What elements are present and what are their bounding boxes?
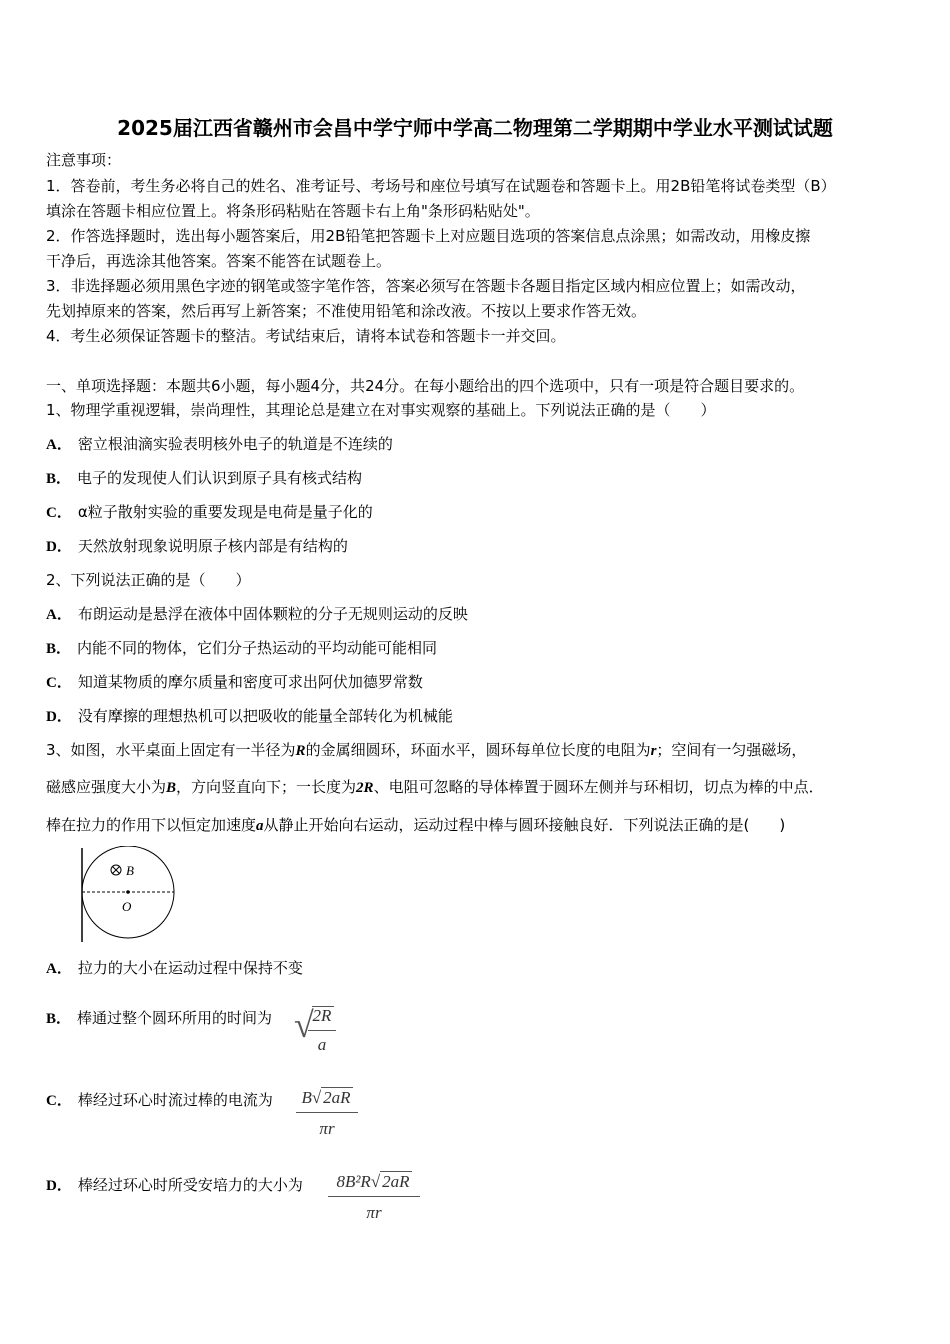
- q3-stem-line2: 磁感应强度大小为B，方向竖直向下；一长度为2R、电阻可忽略的导体棒置于圆环左侧并与环相切，切点为棒的中点．: [46, 778, 824, 796]
- note-line: 先划掉原来的答案，然后再写上新答案；不准使用铅笔和涂改液。不按以上要求作答无效。: [46, 302, 647, 320]
- q2-option-b: B． 内能不同的物体，它们分子热运动的平均动能可能相同: [46, 639, 438, 657]
- center-label: O: [122, 899, 132, 914]
- field-into-page-icon: [111, 865, 121, 875]
- exam-page: 2025届江西省赣州市会昌中学宁师中学高二物理第二学期期中学业水平测试试题 注意事项： 1．答卷前，考生务必将自己的姓名、准考证号、考场号和座位号填写在试题卷和答题卡上。用2B铅笔将试卷类型（B） 填涂在答题卡相应位置上。将条形码粘贴在答题卡右上角"条形码粘贴处"。 2．作答选择题时，选出每小题答案后，用2B铅笔把答题卡上对应题目选项的答案信息点涂黑；如需改动，用橡皮擦 干净后，再选涂其他答案。答案不能答在试题卷上。 3．非选择题必须用黑色字迹的钢笔或签字笔作答，答案必须写在答题卡各题目指定区域内相应位置上；如需改动， 先划掉原来的答案，然后再写上新答案；不准使用铅笔和涂改液。不按以上要求作答无效。 4．考生必须保证答题卡的整洁。考试结束后，请将本试卷和答题卡一并交回。 一、单项选择题：本题共6小题，每小题4分，共24分。在每小题给出的四个选项中，只有一项是符合题目要求的。 1、物理学重视逻辑，崇尚理性，其理论总是建立在对事实观察的基础上。下列说法正确的是（ ） A． 密立根油滴实验表明核外电子的轨道是不连续的 B． 电子的发现使人们认识到原子具有核式结构 C． α粒子散射实验的重要发现是电荷是量子化的 D． 天然放射现象说明原子核内部是有结构的 2、下列说法正确的是（ ） A． 布朗运动是悬浮在液体中固体颗粒的分子无规则运动的反映 B． 内能不同的物体，它们分子热运动的平均动能可能相同 C． 知道某物质的摩尔质量和密度可求出阿伏加德罗常数 D． 没有摩擦的理想热机可以把吸收的能量全部转化为机械能 3、如图，水平桌面上固定有一半径为R的金属细圆环，环面水平，圆环每单位长度的电阻为r；空间有一匀强磁场， 磁感应强度大小为B，方向竖直向下；一长度为2R、电阻可忽略的导体棒置于圆环左侧并与环相切，切点为棒的中点． 棒在拉力的作用下以恒定加速度a从静止开始向右运动，运动过程中棒与圆环接触良好．下列说法正确的是( ) B O A． 拉力的大小在运动过程中保持不变 B． 棒通过整个圆环所用的时间为 √ $\frac{2R}{a}$ C． 棒经过环心时流过棒的电流为 $\frac{B√ 2aR}{\pi r}$ D． 棒经过环心时所受安培力的大小为 $\frac{\text{8B²R√ 2aR}}{\pi r}$: [0, 0, 950, 1344]
- q3-option-a: A． 拉力的大小在运动过程中保持不变: [46, 959, 303, 977]
- q1-option-d: D． 天然放射现象说明原子核内部是有结构的: [46, 537, 348, 555]
- q2-option-c: C． 知道某物质的摩尔质量和密度可求出阿伏加德罗常数: [46, 673, 423, 691]
- q3-option-b: B． 棒通过整个圆环所用的时间为: [46, 1009, 273, 1027]
- q1-option-c: C． α粒子散射实验的重要发现是电荷是量子化的: [46, 503, 373, 521]
- note-line: 干净后，再选涂其他答案。答案不能答在试题卷上。: [46, 252, 392, 270]
- center-point: [126, 890, 130, 894]
- page-title: 2025届江西省赣州市会昌中学宁师中学高二物理第二学期期中学业水平测试试题: [117, 116, 833, 140]
- formula-ampere-force: $\frac{\text{8B²R√ 2aR}}{\pi r}$: [328, 1172, 420, 1223]
- q1-stem: 1、物理学重视逻辑，崇尚理性，其理论总是建立在对事实观察的基础上。下列说法正确的是（ ）: [46, 401, 716, 419]
- formula-current: $\frac{B√ 2aR}{\pi r}$: [296, 1088, 358, 1139]
- q1-option-a: A． 密立根油滴实验表明核外电子的轨道是不连续的: [46, 435, 393, 453]
- q3-stem-line3: 棒在拉力的作用下以恒定加速度a从静止开始向右运动，运动过程中棒与圆环接触良好．下列说法正确的是( ): [46, 816, 786, 834]
- q2-option-a: A． 布朗运动是悬浮在液体中固体颗粒的分子无规则运动的反映: [46, 605, 468, 623]
- note-line: 3．非选择题必须用黑色字迹的钢笔或签字笔作答，答案必须写在答题卡各题目指定区域内相应位置上；如需改动，: [46, 277, 806, 295]
- note-line: 2．作答选择题时，选出每小题答案后，用2B铅笔把答题卡上对应题目选项的答案信息点涂黑；如需改动，用橡皮擦: [46, 227, 811, 245]
- field-label: B: [126, 863, 134, 878]
- note-line: 4．考生必须保证答题卡的整洁。考试结束后，请将本试卷和答题卡一并交回。: [46, 327, 566, 345]
- q2-stem: 2、下列说法正确的是（ ）: [46, 571, 251, 589]
- q2-option-d: D． 没有摩擦的理想热机可以把吸收的能量全部转化为机械能: [46, 707, 453, 725]
- q3-option-d: D． 棒经过环心时所受安培力的大小为: [46, 1176, 303, 1194]
- ring-figure: [76, 846, 186, 944]
- note-line: 1．答卷前，考生务必将自己的姓名、准考证号、考场号和座位号填写在试题卷和答题卡上。用2B铅笔将试卷类型（B）: [46, 177, 836, 195]
- q3-stem-line1: 3、如图，水平桌面上固定有一半径为R的金属细圆环，环面水平，圆环每单位长度的电阻为r；空间有一匀强磁场，: [46, 741, 807, 759]
- q3-option-c: C． 棒经过环心时流过棒的电流为: [46, 1091, 273, 1109]
- notes-heading: 注意事项：: [46, 151, 122, 169]
- section-heading: 一、单项选择题：本题共6小题，每小题4分，共24分。在每小题给出的四个选项中，只有一项是符合题目要求的。: [46, 377, 805, 395]
- note-line: 填涂在答题卡相应位置上。将条形码粘贴在答题卡右上角"条形码粘贴处"。: [46, 202, 540, 220]
- q1-option-b: B． 电子的发现使人们认识到原子具有核式结构: [46, 469, 363, 487]
